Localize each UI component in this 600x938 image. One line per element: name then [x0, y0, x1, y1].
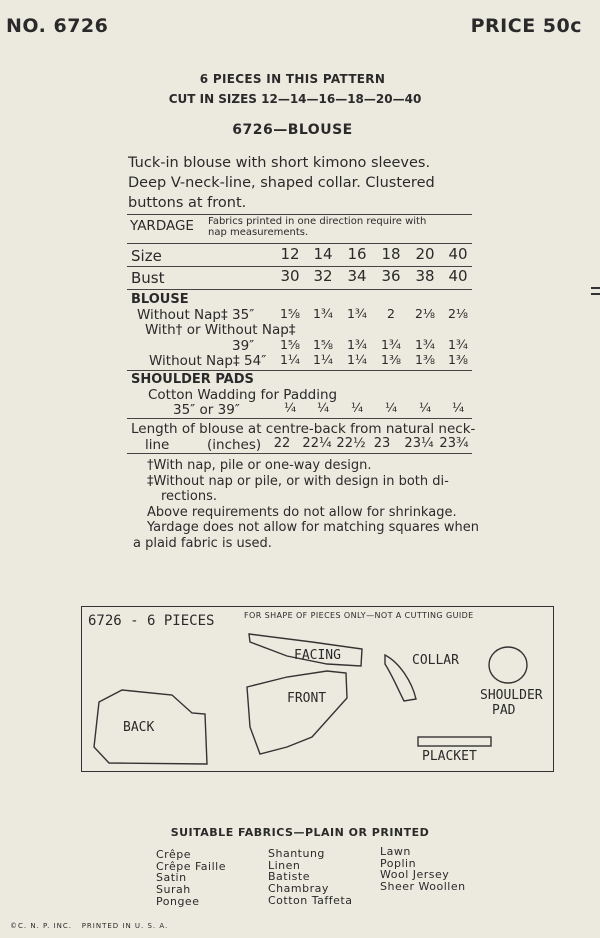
- description-line: buttons at front.: [128, 195, 247, 211]
- blouse-cell: 2: [387, 306, 395, 321]
- front-label: FRONT: [287, 691, 327, 706]
- fabric-item: Wool Jersey: [380, 868, 450, 882]
- shoulder-pad-piece: [489, 647, 527, 683]
- fabric-item: Shantung: [268, 847, 325, 860]
- footnote: †With nap, pile or one-way design.: [147, 458, 372, 473]
- placket-piece: [418, 737, 491, 746]
- footnote: a plaid fabric is used.: [133, 535, 272, 551]
- footnotes: [133, 458, 479, 551]
- description-line: Deep V-neck-line, shaped collar. Clustered: [128, 175, 435, 191]
- size-cell: 18: [381, 245, 401, 263]
- blouse-cell: 1⅝: [312, 337, 334, 352]
- shoulder-pads-label: 35″ or 39″: [173, 402, 240, 418]
- size-cell: 20: [415, 245, 435, 263]
- length-line: Length of blouse at centre-back from natural neck-: [131, 421, 476, 437]
- length-cell: 23¾: [439, 436, 469, 451]
- rule: [127, 418, 472, 419]
- blouse-cell: 1¾: [414, 337, 436, 352]
- collar-label: COLLAR: [412, 653, 459, 668]
- fabrics-column: [268, 848, 352, 907]
- fabric-item: Crêpe Faille: [156, 859, 226, 873]
- blouse-row-label: Without Nap‡ 35″: [137, 307, 255, 323]
- bust-cell: 40: [448, 267, 468, 285]
- blouse-cell: 1⅝: [279, 306, 301, 321]
- shoulder-pads-sub: Cotton Wadding for Padding: [148, 387, 338, 403]
- shoulder-cell: ¼: [350, 400, 364, 415]
- blouse-cell: 1¾: [447, 337, 469, 352]
- diagram-caption: FOR SHAPE OF PIECES ONLY—NOT A CUTTING GUIDE: [244, 611, 474, 620]
- length-cell: 22¼: [302, 436, 332, 451]
- blouse-cell: 1¾: [346, 337, 368, 352]
- price-label: PRICE 50c: [470, 15, 582, 37]
- yardage-note-line: Fabrics printed in one direction require with: [208, 216, 427, 227]
- fabrics-column: [156, 849, 226, 908]
- fabrics-heading: SUITABLE FABRICS—PLAIN OR PRINTED: [170, 826, 430, 839]
- fabric-item: Pongee: [156, 894, 200, 908]
- blouse-row-label: Without Nap‡ 54″: [149, 353, 267, 369]
- shoulder-cell: ¼: [283, 400, 297, 415]
- blouse-cell: 1⅜: [380, 352, 402, 367]
- length-cell: 23¼: [404, 436, 434, 451]
- blouse-row-label: With† or Without Nap‡: [145, 322, 296, 338]
- shoulder-label: SHOULDER: [480, 688, 543, 703]
- diagram-label: 6726 - 6 PIECES: [88, 613, 215, 629]
- size-cell: 12: [280, 245, 300, 263]
- blouse-cell: 1¾: [346, 306, 368, 321]
- description: [128, 153, 435, 213]
- blouse-cell: 2⅛: [414, 306, 436, 321]
- bust-cell: 36: [381, 267, 401, 285]
- size-cell: 40: [448, 245, 468, 263]
- blouse-row-width: 39″: [232, 338, 255, 354]
- fabric-item: Linen: [268, 858, 301, 872]
- rule: [127, 243, 472, 244]
- size-cell: 14: [313, 245, 333, 263]
- bust-cell: 34: [347, 267, 367, 285]
- fabric-item: Poplin: [380, 856, 417, 870]
- rule: [127, 214, 472, 215]
- back-label: BACK: [123, 720, 155, 735]
- yardage-label: YARDAGE: [130, 218, 194, 234]
- footnote: Yardage does not allow for matching squares when: [147, 520, 479, 535]
- blouse-cell: 1¼: [279, 352, 301, 367]
- bust-cell: 38: [415, 267, 435, 285]
- description-line: Tuck-in blouse with short kimono sleeves.: [128, 155, 431, 171]
- blouse-heading: BLOUSE: [131, 292, 189, 307]
- blouse-cell: 1⅝: [279, 337, 301, 352]
- fabrics-column: [380, 846, 466, 893]
- footnote: Above requirements do not allow for shrinkage.: [147, 504, 457, 520]
- pieces-diagram: [81, 606, 554, 772]
- bust-cell: 30: [280, 267, 300, 285]
- fabric-item: Satin: [156, 871, 187, 885]
- pattern-number: NO. 6726: [6, 15, 109, 37]
- size-row-label: Size: [131, 247, 162, 265]
- shoulder-cell: ¼: [384, 400, 398, 415]
- size-cell: 16: [347, 245, 367, 263]
- placket-label: PLACKET: [422, 749, 477, 764]
- bust-cell: 32: [313, 267, 333, 285]
- bust-row-label: Bust: [131, 269, 165, 287]
- fabric-item: Batiste: [268, 870, 310, 884]
- blouse-cell: 1⅜: [447, 352, 469, 367]
- length-unit: (inches): [207, 437, 262, 453]
- pieces-count: 6 PIECES IN THIS PATTERN: [199, 72, 386, 86]
- blouse-cell: 1¾: [312, 306, 334, 321]
- footnote: rections.: [161, 489, 218, 504]
- sizes-line: CUT IN SIZES 12—14—16—18—20—40: [168, 92, 422, 106]
- shoulder-pads-heading: SHOULDER PADS: [131, 372, 254, 387]
- rule: [127, 289, 472, 290]
- length-cell: 23: [373, 436, 391, 451]
- front-piece: [247, 671, 347, 754]
- edge-mark: [591, 293, 600, 295]
- blouse-cell: 2⅛: [447, 306, 469, 321]
- blouse-cell: 1¼: [346, 352, 368, 367]
- rule: [127, 370, 472, 371]
- pad-label: PAD: [492, 703, 516, 718]
- fabric-item: Cotton Taffeta: [268, 893, 353, 907]
- fabric-item: Crêpe: [156, 848, 191, 861]
- footnote: ‡Without nap or pile, or with design in both di-: [147, 473, 449, 489]
- length-line2: line: [145, 437, 170, 453]
- fabric-item: Surah: [156, 883, 191, 897]
- yardage-note: [208, 216, 426, 238]
- rule: [127, 453, 472, 454]
- shoulder-cell: ¼: [316, 400, 330, 415]
- edge-mark: [591, 287, 600, 289]
- yardage-note-line: nap measurements.: [208, 227, 309, 238]
- fabric-item: Sheer Woollen: [380, 880, 466, 894]
- blouse-cell: 1¾: [380, 337, 402, 352]
- facing-label: FACING: [294, 648, 341, 663]
- blouse-cell: 1¼: [312, 352, 334, 367]
- blouse-cell: 1⅜: [414, 352, 436, 367]
- fabric-item: Lawn: [380, 845, 411, 858]
- shoulder-cell: ¼: [451, 400, 465, 415]
- shoulder-cell: ¼: [418, 400, 432, 415]
- length-cell: 22: [273, 436, 291, 451]
- pattern-title: 6726—BLOUSE: [232, 122, 353, 138]
- copyright-footer: ©C. N. P. INC. PRINTED IN U. S. A.: [10, 922, 169, 930]
- fabric-item: Chambray: [268, 882, 329, 896]
- length-cell: 22½: [336, 436, 366, 451]
